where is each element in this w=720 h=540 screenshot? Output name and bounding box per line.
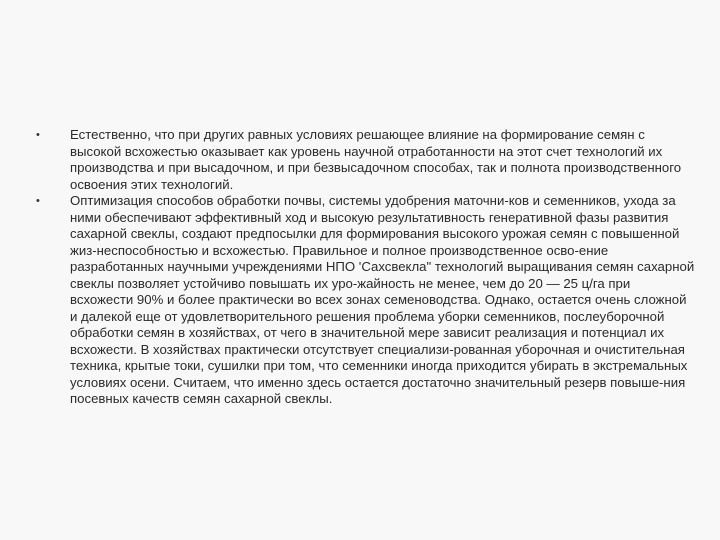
bullet-list [36,127,696,408]
bullet-text: Естественно, что при других равных условиях решающее влияние на формирование семян с высокой всхожестью оказывает как уровень научной отработанности на этот счет технологий их производства и при высадочном, и при безвысадочном способах, так и полнота производственного освоения этих технологий. [70,127,682,192]
bullet-item-optimization [36,193,696,408]
bullet-marker: • [36,129,40,141]
bullet-text: Оптимизация способов обработки почвы, системы удобрения маточни-ков и семенников, ухода за ними обеспечивают эффективный ход и высокую результативность генеративной фазы развития сахарной свеклы, создают предпосылки для формирования высокого урожая семян с повышенной жиз-неспособностью и всхожестью. Правильное и полное производственное осво-ение разработанных научными учреждениями НПО 'Сахсвекла" технологий выращивания семян сахарной свеклы позволяет устойчиво повышать их уро-жайность не менее, чем до 20 — 25 ц/га при всхожести 90% и более практически во всех зонах семеноводства. Однако, остается очень сложной и далекой еще от удовлетворительного решения проблема уборки семенников, послеуборочной обработки семян в хозяйствах, от чего в значительной мере зависит реализация и потенциал их всхожести. В хозяйствах практически отсутствует специализи-рованная уборочная и очистительная техника, крытые токи, сушилки при том, что семенники иногда приходится убирать в экстремальных условиях осени. Считаем, что именно здесь остается достаточно значительный резерв повыше-ния посевных качеств семян сахарной свеклы. [70,193,695,406]
bullet-marker: • [36,195,40,207]
bullet-item-seed-quality [36,127,696,193]
